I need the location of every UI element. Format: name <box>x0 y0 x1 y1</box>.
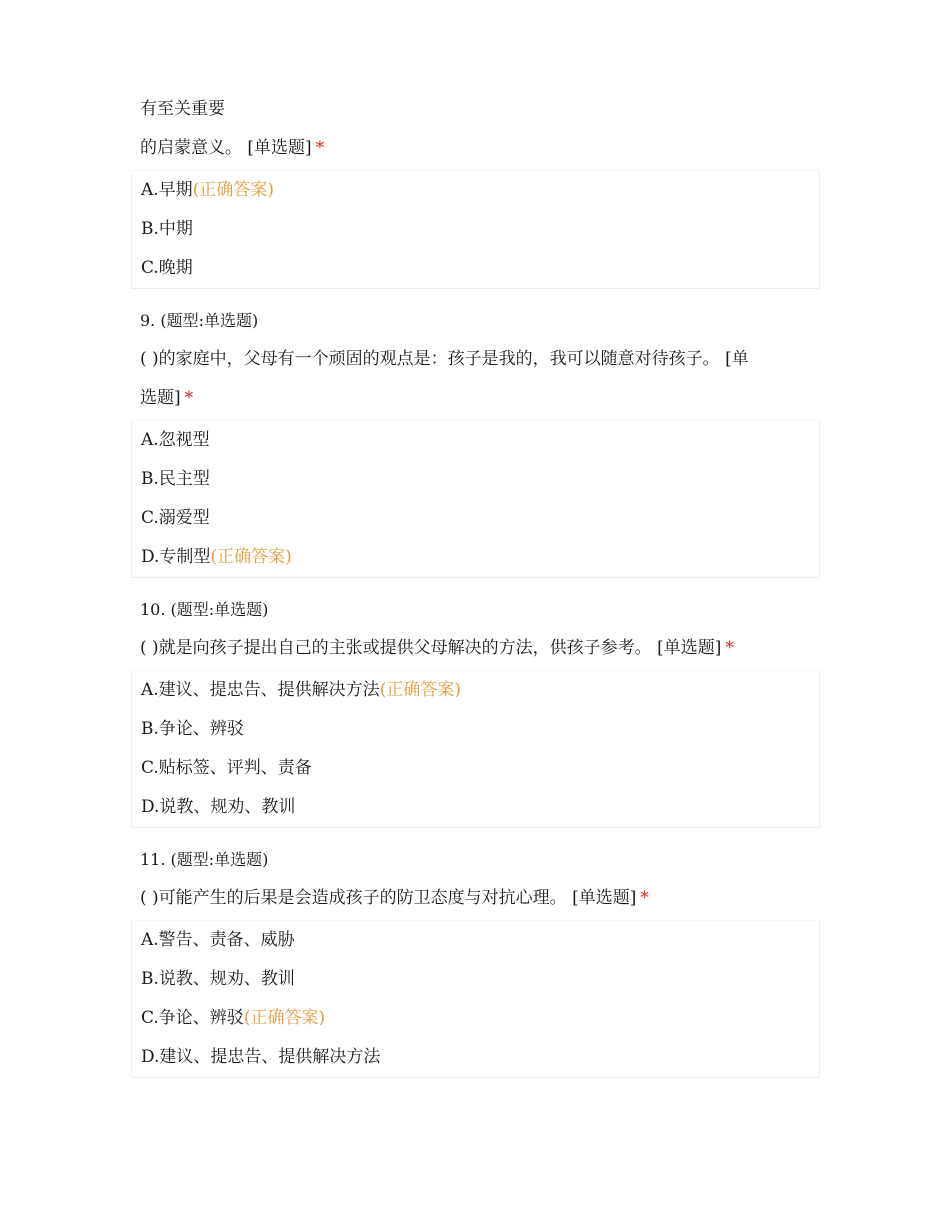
required-marker: * <box>640 888 649 908</box>
question-9 <box>140 301 820 578</box>
option-label: A.警告、责备、威胁 <box>141 930 295 950</box>
option-label: C.晚期 <box>141 258 193 278</box>
question-header: 10. (题型:单选题) <box>140 600 269 619</box>
option-label: C.争论、辨驳 <box>141 1008 244 1028</box>
options-box <box>131 920 820 1078</box>
option-label: A.建议、提忠告、提供解决方法 <box>141 680 380 700</box>
question-text <box>140 340 820 379</box>
question-text-line: 的启蒙意义。 [单选题] <box>140 138 312 158</box>
option-a[interactable] <box>141 171 819 210</box>
options-box <box>131 420 820 578</box>
option-label: B.争论、辨驳 <box>141 719 244 739</box>
question-text <box>140 129 820 168</box>
option-c[interactable] <box>141 749 819 788</box>
correct-answer-marker: (正确答案) <box>210 547 292 567</box>
option-d[interactable] <box>141 788 819 827</box>
question-text-line: 选题] <box>140 388 181 408</box>
option-label: A.忽视型 <box>141 430 210 450</box>
options-box <box>131 170 820 289</box>
option-d[interactable] <box>141 1038 819 1077</box>
option-b[interactable] <box>141 460 819 499</box>
option-label: B.说教、规劝、教训 <box>141 969 295 989</box>
question-text <box>140 629 820 668</box>
question-header: 11. (题型:单选题) <box>140 850 269 869</box>
option-b[interactable] <box>141 710 819 749</box>
question-11 <box>140 840 820 1078</box>
option-a[interactable] <box>141 421 819 460</box>
option-label: D.建议、提忠告、提供解决方法 <box>141 1047 381 1067</box>
option-a[interactable] <box>141 671 819 710</box>
question-text-line: 有至关重要 <box>140 99 225 119</box>
question-text-line: ( )的家庭中，父母有一个顽固的观点是：孩子是我的，我可以随意对待孩子。 [单 <box>140 349 749 369</box>
option-label: D.说教、规劝、教训 <box>141 797 296 817</box>
question-list <box>140 90 820 1090</box>
option-label: B.民主型 <box>141 469 210 489</box>
question-10 <box>140 590 820 828</box>
question-text <box>140 90 820 129</box>
question-text-line: ( )可能产生的后果是会造成孩子的防卫态度与对抗心理。 [单选题] <box>140 888 637 908</box>
option-label: C.溺爱型 <box>141 508 210 528</box>
correct-answer-marker: (正确答案) <box>243 1008 326 1028</box>
option-a[interactable] <box>141 921 819 960</box>
option-b[interactable] <box>141 960 819 999</box>
option-label: B.中期 <box>141 219 193 239</box>
option-c[interactable] <box>141 999 819 1038</box>
option-c[interactable] <box>141 249 819 288</box>
option-c[interactable] <box>141 499 819 538</box>
option-b[interactable] <box>141 210 819 249</box>
option-d[interactable] <box>141 538 819 577</box>
option-label: C.贴标签、评判、责备 <box>141 758 312 778</box>
required-marker: * <box>315 138 325 158</box>
question-text-line: ( )就是向孩子提出自己的主张或提供父母解决的方法，供孩子参考。 [单选题] <box>140 638 722 658</box>
correct-answer-marker: (正确答案) <box>379 680 461 700</box>
question-text <box>140 379 820 418</box>
required-marker: * <box>184 388 194 408</box>
option-label: A.早期 <box>141 180 193 200</box>
option-label: D.专制型 <box>141 547 211 567</box>
question-text <box>140 879 820 918</box>
options-box <box>131 670 820 828</box>
question-8 <box>140 90 820 289</box>
correct-answer-marker: (正确答案) <box>192 180 274 200</box>
required-marker: * <box>725 638 734 658</box>
question-header: 9. (题型:单选题) <box>140 311 259 330</box>
